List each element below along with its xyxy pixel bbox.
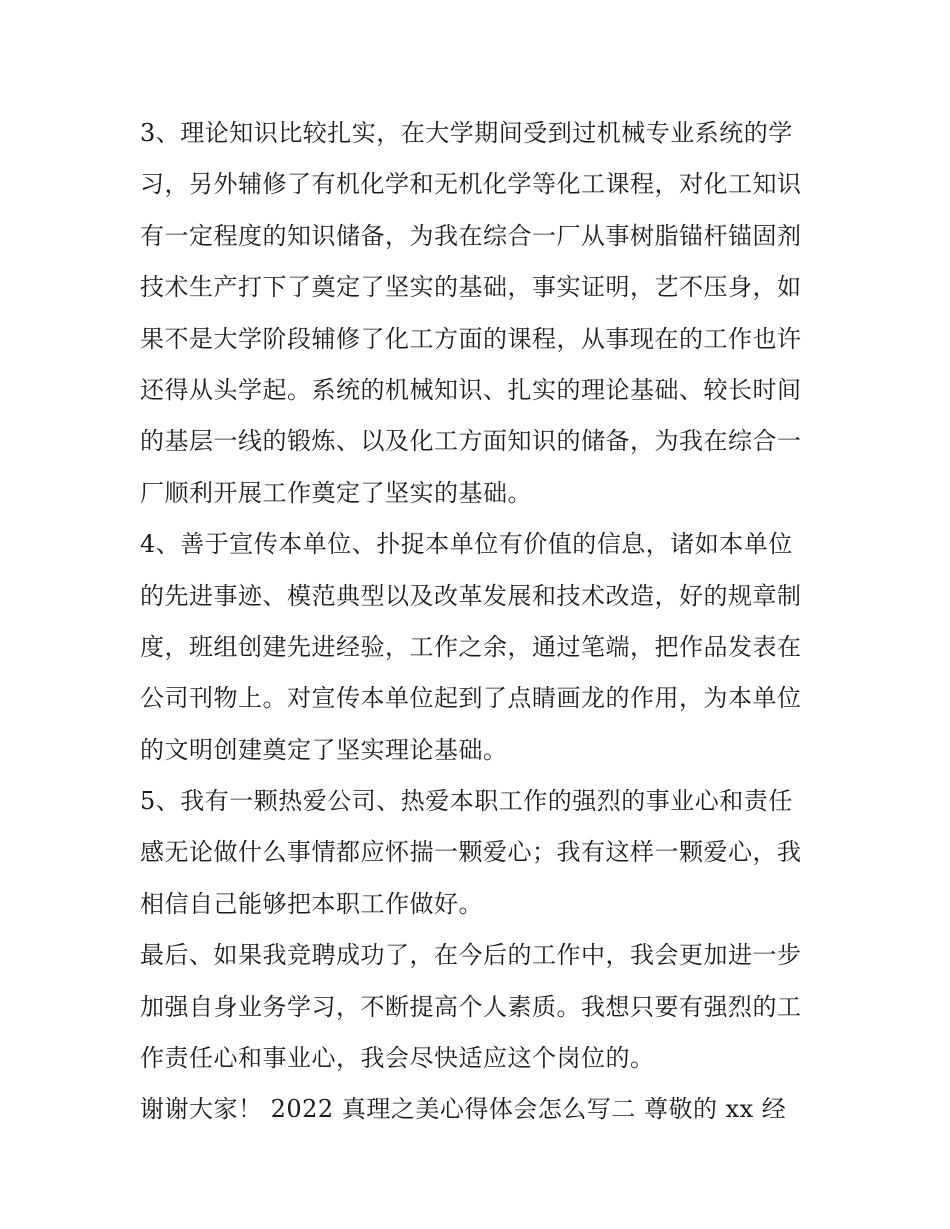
text-line: 感无论做什么事情都应怀揣一颗爱心；我有这样一颗爱心，我 <box>140 838 802 867</box>
text-line: 技术生产打下了奠定了坚实的基础，事实证明，艺不压身，如 <box>140 273 802 302</box>
text-line: 4、善于宣传本单位、扑捉本单位有价值的信息，诸如本单位 <box>140 530 793 559</box>
text-line: 最后、如果我竞聘成功了，在今后的工作中，我会更加进一步 <box>140 941 802 970</box>
text-line: 公司刊物上。对宣传本单位起到了点睛画龙的作用，为本单位 <box>140 684 802 713</box>
text-line: 习，另外辅修了有机化学和无机化学等化工课程，对化工知识 <box>140 170 802 199</box>
text-line: 厂顺利开展工作奠定了坚实的基础。 <box>140 478 532 507</box>
text-line: 相信自己能够把本职工作做好。 <box>140 889 483 918</box>
text-line: 的先进事迹、模范典型以及改革发展和技术改造，好的规章制 <box>140 581 802 610</box>
text-line: 5、我有一颗热爱公司、热爱本职工作的强烈的事业心和责任 <box>140 787 793 816</box>
text-line: 作责任心和事业心，我会尽快适应这个岗位的。 <box>140 1044 655 1073</box>
document-body <box>140 108 812 1136</box>
text-line: 的基层一线的锻炼、以及化工方面知识的储备，为我在综合一 <box>140 427 802 456</box>
text-line: 3、理论知识比较扎实，在大学期间受到过机械专业系统的学 <box>140 119 793 147</box>
text-line: 果不是大学阶段辅修了化工方面的课程，从事现在的工作也许 <box>140 324 802 353</box>
text-line: 谢谢大家！ 2022 真理之美心得体会怎么写二 尊敬的 xx 经 <box>140 1095 787 1124</box>
text-line: 有一定程度的知识储备，为我在综合一厂从事树脂锚杆锚固剂 <box>140 221 802 250</box>
text-line: 加强自身业务学习，不断提高个人素质。我想只要有强烈的工 <box>140 992 802 1021</box>
text-line: 的文明创建奠定了坚实理论基础。 <box>140 735 508 764</box>
text-line: 度，班组创建先进经验，工作之余，通过笔端，把作品发表在 <box>140 632 802 661</box>
text-line: 还得从头学起。系统的机械知识、扎实的理论基础、较长时间 <box>140 375 802 404</box>
